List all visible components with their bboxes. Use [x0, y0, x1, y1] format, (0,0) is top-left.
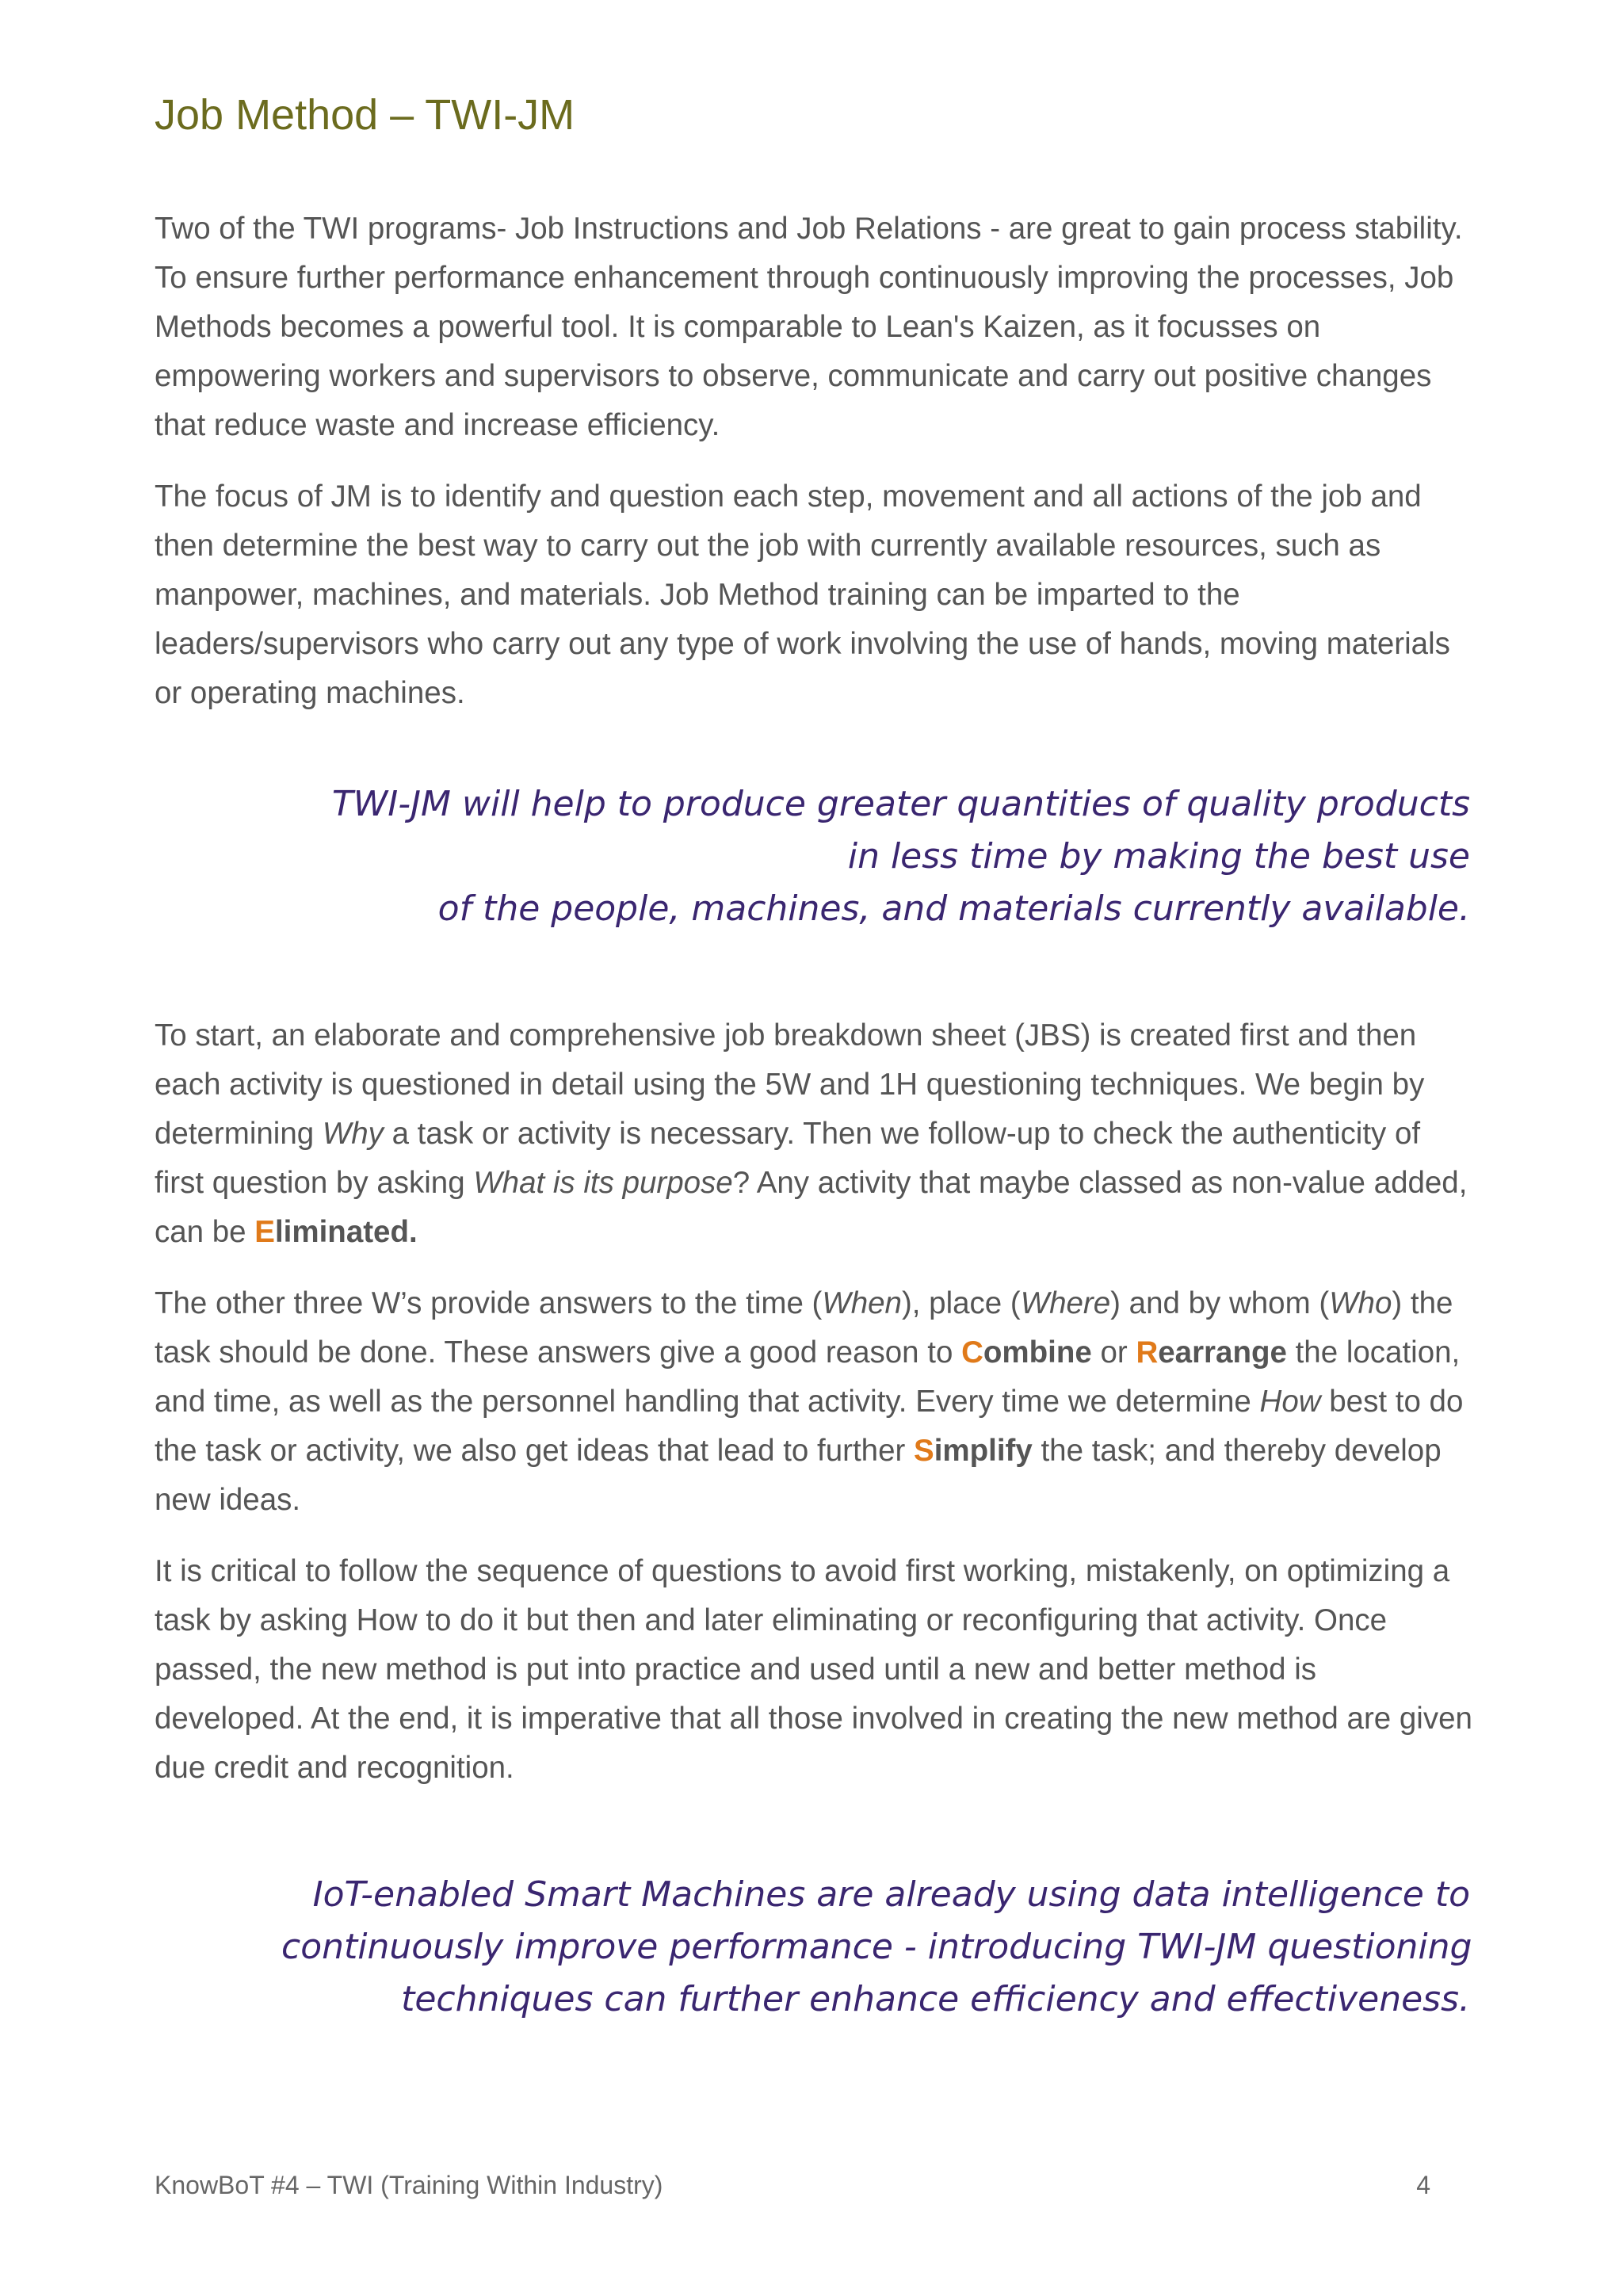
p4-when: When	[822, 1286, 902, 1320]
p4-text-2: ), place (	[901, 1286, 1021, 1320]
p4-text-3: ) and by whom (	[1110, 1286, 1330, 1320]
rearrange-rest: earrange	[1158, 1335, 1287, 1370]
paragraph-5w1h	[155, 1011, 1474, 1257]
paragraph-focus: The focus of JM is to identify and question each step, movement and all actions of the job and then determine the best way to carry out the job with currently available resources, such as manpower, machines, and materials. Job Method training can be imparted to the leaders/supervisors who carry out any type of work involving the use of hands, moving materials or operating machines.	[155, 479, 1450, 710]
footer-document-name: KnowBoT #4 – TWI (Training Within Industry)	[155, 2171, 663, 2199]
p4-who: Who	[1329, 1286, 1392, 1320]
p4-text-5: or	[1091, 1335, 1136, 1370]
paragraph-intro: Two of the TWI programs- Job Instructions and Job Relations - are great to gain process stability. To ensure further performance enhancement through continuously improving the processes, Job Methods becomes a powerful tool. It is comparable to Lean's Kaizen, as it focusses on empowering workers and supervisors to observe, communicate and carry out positive changes that reduce waste and increase efficiency.	[155, 212, 1463, 442]
pull-quote-2	[281, 1869, 1470, 2026]
pull-quote-1	[281, 778, 1470, 935]
pull-quote-2-line-1: IoT-enabled Smart Machines are already using data intelligence to	[312, 1874, 1470, 1915]
eliminate-rest: liminated.	[274, 1215, 418, 1249]
p4-how: How	[1259, 1385, 1321, 1419]
simplify-rest: implify	[934, 1434, 1033, 1468]
page-title: Job Method – TWI-JM	[155, 91, 575, 139]
eliminate-initial: E	[254, 1215, 275, 1249]
p3-text-2: a task or activity is necessary. Then we follow-up to check the authenticity of first question by asking	[155, 1117, 1421, 1200]
pull-quote-1-line-2: in less time by making the best use	[847, 836, 1470, 877]
pull-quote-2-line-3: techniques can further enhance efficiency and effectiveness.	[401, 1979, 1470, 2019]
rearrange-initial: R	[1136, 1335, 1159, 1370]
pull-quote-1-line-1: TWI-JM will help to produce greater quantities of quality products	[331, 784, 1470, 824]
p4-text-6: the location, and time, as well as the personnel handling that activity. Every time we determine	[155, 1335, 1461, 1419]
combine-rest: ombine	[983, 1335, 1092, 1370]
p4-text-8: the task; and thereby develop new ideas.	[155, 1434, 1442, 1517]
footer-page-number: 4	[1416, 2171, 1430, 2199]
p3-text-3: ? Any activity that maybe classed as non-value added, can be	[155, 1166, 1468, 1249]
p3-why: Why	[322, 1117, 384, 1151]
p4-text-7: best to do the task or activity, we also get ideas that lead to further	[155, 1385, 1464, 1468]
p4-text-1: The other three W’s provide answers to the time (	[155, 1286, 823, 1320]
p3-text-1: To start, an elaborate and comprehensive job breakdown sheet (JBS) is created first and then each activity is questioned in detail using the 5W and 1H questioning techniques. We begin by determining	[155, 1018, 1425, 1151]
pull-quote-2-line-2: continuously improve performance - introducing TWI-JM questioning	[281, 1927, 1472, 1967]
p4-where: Where	[1020, 1286, 1111, 1320]
p3-purpose: What is its purpose	[473, 1166, 733, 1200]
simplify-initial: S	[914, 1434, 934, 1468]
pull-quote-1-line-3: of the people, machines, and materials currently available.	[437, 888, 1470, 929]
paragraph-sequence: It is critical to follow the sequence of questions to avoid first working, mistakenly, on optimizing a task by asking How to do it but then and later eliminating or reconfiguring that activity. Once passed, the new method is put into practice and used until a new and better method is developed. At the end, it is imperative that all those involved in creating the new method are given due credit and recognition.	[155, 1554, 1472, 1785]
p4-text-4: ) the task should be done. These answers give a good reason to	[155, 1286, 1453, 1370]
combine-initial: C	[961, 1335, 983, 1370]
paragraph-other-ws	[155, 1279, 1474, 1525]
